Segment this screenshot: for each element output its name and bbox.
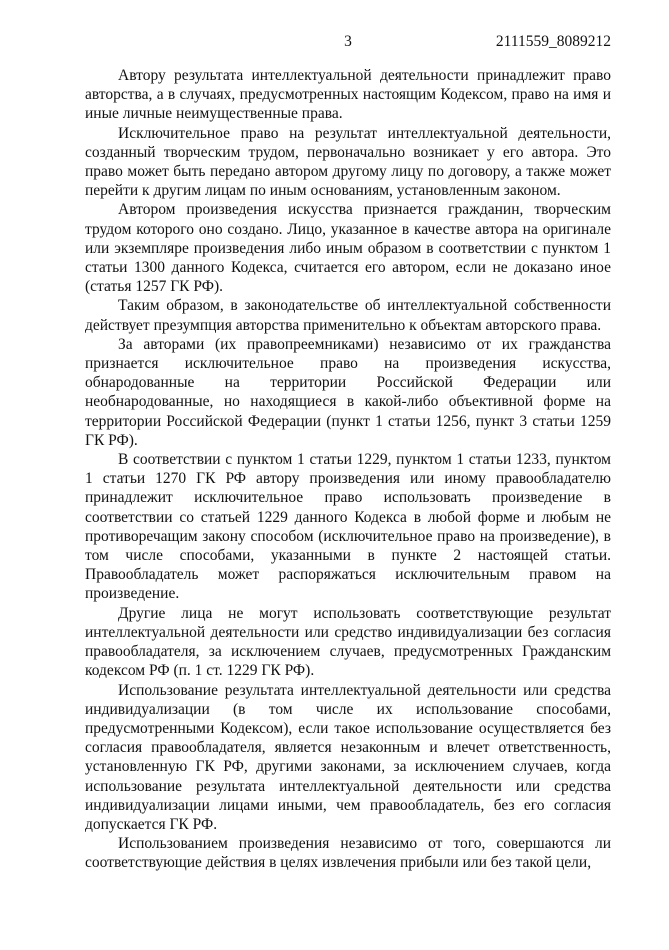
paragraph: Исключительное право на результат интеллектуальной деятельности, созданный творческим трудом, первоначально возникает у его автора. Это право может быть передано автором другому лицу по договору, а также может перейти к другим лицам по иным основаниям, установленным законом. — [85, 124, 611, 200]
paragraph: За авторами (их правопреемниками) независимо от их гражданства признается исключительное право на произведения искусства, обнародованные на территории Российской Федерации или необнародованные, но находящиеся в какой-либо объективной форме на территории Российской Федерации (пункт 1 статьи 1256, пункт 3 статьи 1259 ГК РФ). — [85, 335, 611, 449]
page-header — [85, 32, 611, 52]
document-body — [85, 66, 611, 873]
paragraph: Автором произведения искусства признается гражданин, творческим трудом которого оно создано. Лицо, указанное в качестве автора на оригинале или экземпляре произведения либо иным образом в соответствии с пунктом 1 статьи 1300 данного Кодекса, считается его автором, если не доказано иное (статья 1257 ГК РФ). — [85, 201, 611, 296]
paragraph: Другие лица не могут использовать соответствующие результат интеллектуальной деятельности или средство индивидуализации без согласия правообладателя, за исключением случаев, предусмотренных Гражданским кодексом РФ (п. 1 ст. 1229 ГК РФ). — [85, 604, 611, 680]
paragraph: Автору результата интеллектуальной деятельности принадлежит право авторства, а в случаях, предусмотренных настоящим Кодексом, право на имя и иные личные неимущественные права. — [85, 67, 611, 123]
document-number: 2111559_8089212 — [495, 33, 611, 50]
paragraph: В соответствии с пунктом 1 статьи 1229, пунктом 1 статьи 1233, пунктом 1 статьи 1270 ГК РФ автору произведения или иному правообладателю принадлежит исключительное право использовать произведение в соответствии со статьей 1229 данного Кодекса в любой форме и любым не противоречащим закону способом (исключительное право на произведение), в том числе способами, указанными в пункте 2 настоящей статьи. Правообладатель может распоряжаться исключительным правом на произведение. — [85, 451, 611, 603]
page-number: 3 — [344, 33, 352, 50]
paragraph: Таким образом, в законодательстве об интеллектуальной собственности действует презумпция авторства применительно к объектам авторского права. — [85, 297, 611, 334]
paragraph: Использованием произведения независимо от того, совершаются ли соответствующие действия в целях извлечения прибыли или без такой цели, — [85, 835, 611, 872]
paragraph: Использование результата интеллектуальной деятельности или средства индивидуализации (в том числе их использование способами, предусмотренными Кодексом), если такое использование осуществляется без согласия правообладателя, является незаконным и влечет ответственность, установленную ГК РФ, другими законами, за исключением случаев, когда использование результата интеллектуальной деятельности или средства индивидуализации лицами иными, чем правообладатель, без его согласия допускается ГК РФ. — [85, 681, 611, 833]
